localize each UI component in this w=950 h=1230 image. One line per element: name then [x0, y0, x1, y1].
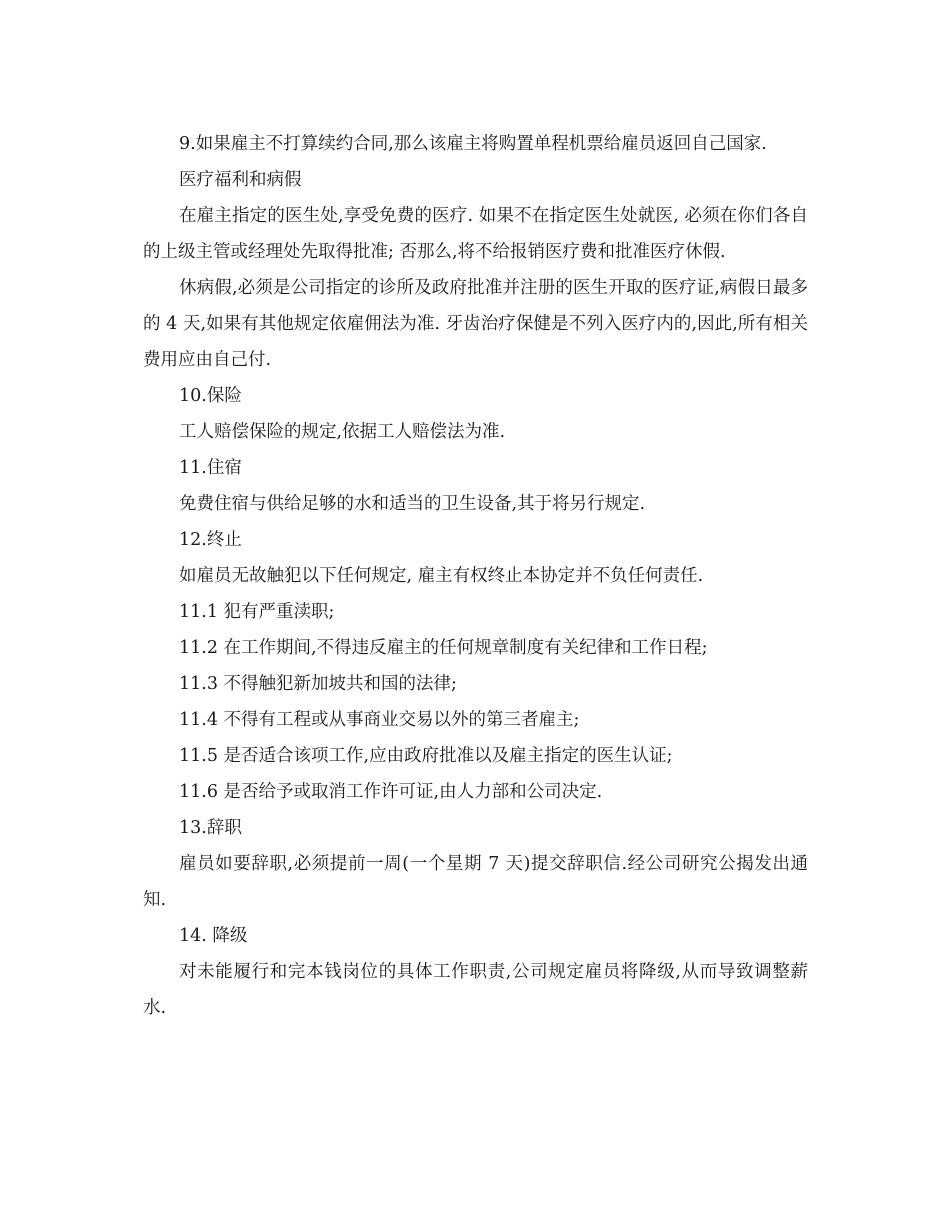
list-item-11-6: 11.6 是否给予或取消工作许可证,由人力部和公司决定.: [179, 782, 603, 802]
paragraph-resignation: 雇员如要辞职,必须提前一周(一个星期 7 天)提交辞职信.经公司研究公揭发出通知.: [143, 854, 808, 910]
heading-termination: 12.终止: [179, 530, 242, 550]
paragraph-return-ticket: 9.如果雇主不打算续约合同,那么该雇主将购置单程机票给雇员返回自己国家.: [179, 134, 767, 154]
heading-accommodation: 11.住宿: [179, 458, 242, 478]
list-item-11-3: 11.3 不得触犯新加坡共和国的法律;: [179, 674, 457, 694]
paragraph-sick-leave: 休病假,必须是公司指定的诊所及政府批准并注册的医生开取的医疗证,病假日最多的 4 天,如果有其他规定依雇佣法为准. 牙齿治疗保健是不列入医疗内的,因此,所有相关费用应由自己付.: [143, 278, 808, 370]
paragraph-insurance: 工人赔偿保险的规定,依据工人赔偿法为准.: [179, 422, 506, 442]
heading-insurance: 10.保险: [179, 386, 242, 406]
list-item-11-1: 11.1 犯有严重渎职;: [179, 602, 335, 622]
paragraph-accommodation: 免费住宿与供给足够的水和适当的卫生设备,其于将另行规定.: [179, 494, 646, 514]
list-item-11-4: 11.4 不得有工程或从事商业交易以外的第三者雇主;: [179, 710, 580, 730]
list-item-11-5: 11.5 是否适合该项工作,应由政府批准以及雇主指定的医生认证;: [179, 746, 673, 766]
heading-medical-benefits: 医疗福利和病假: [179, 170, 302, 190]
paragraph-demotion: 对未能履行和完本钱岗位的具体工作职责,公司规定雇员将降级,从而导致调整薪水.: [143, 962, 808, 1018]
heading-resignation: 13.辞职: [179, 818, 242, 838]
document-body: [143, 126, 808, 1026]
heading-demotion: 14. 降级: [179, 926, 248, 946]
paragraph-medical-care: 在雇主指定的医生处,享受免费的医疗. 如果不在指定医生处就医, 必须在你们各自的上级主管或经理处先取得批准; 否那么,将不给报销医疗费和批准医疗休假.: [143, 206, 808, 262]
list-item-11-2: 11.2 在工作期间,不得违反雇主的任何规章制度有关纪律和工作日程;: [179, 638, 708, 658]
paragraph-termination: 如雇员无故触犯以下任何规定, 雇主有权终止本协定并不负任何责任.: [179, 566, 704, 586]
